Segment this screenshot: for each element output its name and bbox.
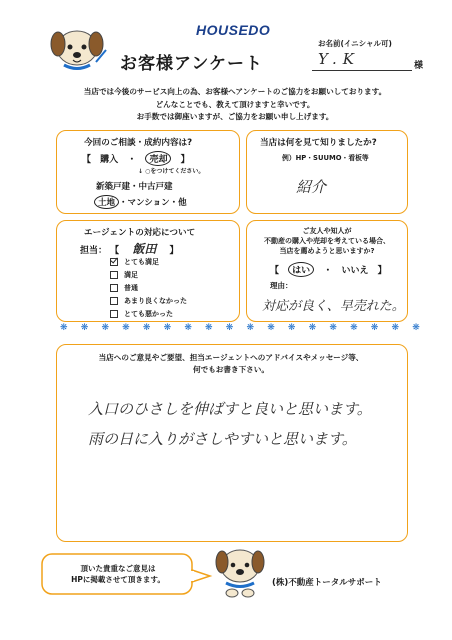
paw-icon: ❋ (412, 323, 420, 333)
paw-icon: ❋ (267, 323, 275, 333)
q1-option-sell[interactable]: 売却 (145, 151, 171, 166)
q2-subtitle: 例）HP・SUUMO・看板等 (282, 154, 369, 162)
paw-divider (60, 323, 420, 333)
name-underline (312, 70, 412, 71)
q4-option-yes[interactable]: はい (288, 262, 314, 277)
checkbox-icon[interactable] (110, 271, 118, 279)
q3-title: エージェントの対応について (84, 228, 196, 238)
q3-option-2[interactable]: 満足 (110, 270, 138, 280)
q3-option-5[interactable]: とても悪かった (110, 309, 173, 319)
brand-logo: HOUSEDO (196, 22, 271, 38)
paw-icon: ❋ (225, 323, 234, 333)
q4-reason-label: 理由： (270, 281, 293, 290)
arrow-down-icon: ↓ (138, 168, 144, 175)
footer-message: 頂いた貴重なご意見は HPに掲載させて頂きます。 (71, 564, 165, 584)
paw-icon: ❋ (80, 323, 89, 333)
q4-title: ご友人や知人が 不動産の購入や売却を考えている場合、 当店を薦めようと思いますか? (264, 227, 390, 255)
q1-row-3: 土地 ・マンション・他 (94, 195, 187, 209)
paw-icon: ❋ (184, 323, 192, 333)
q1-note: ↓ ○をつけてください。 (138, 168, 205, 175)
paw-icon: ❋ (391, 323, 400, 333)
paw-icon: ❋ (142, 323, 151, 333)
paw-icon: ❋ (370, 323, 379, 333)
paw-icon: ❋ (101, 323, 109, 333)
intro-line-3: お手数では御座いますが、ご協力をお願い申し上げます。 (136, 112, 334, 121)
q1-bracket-close: 】 (180, 155, 190, 165)
q5-title: 当店へのご意見やご要望、担当エージェントへのアドバイスやメッセージ等、 何でもお書き下さい。 (98, 353, 364, 374)
paw-icon: ❋ (308, 323, 317, 333)
q1-option-buy[interactable]: 購入 (100, 155, 119, 165)
paw-icon: ❋ (205, 323, 213, 333)
checkbox-icon[interactable] (110, 297, 118, 305)
agent-name: 飯田 (132, 242, 157, 256)
page-title: お客様アンケート (120, 54, 263, 74)
q3-option-4[interactable]: あまり良くなかった (110, 296, 187, 306)
q5-answer-line-1: 入口のひさしを伸ばすと良いと思います。 (88, 400, 372, 418)
name-value: Y.K (318, 50, 360, 68)
paw-icon: ❋ (163, 323, 172, 333)
paw-icon: ❋ (287, 323, 296, 333)
name-label: お名前(イニシャル可) (318, 39, 392, 48)
checkbox-icon[interactable] (110, 310, 118, 318)
q1-option-land[interactable]: 土地 (94, 195, 119, 209)
company-name: (株)不動産トータルサポート (272, 578, 382, 588)
paw-icon: ❋ (122, 323, 130, 333)
q4-option-no[interactable]: いいえ (341, 266, 369, 276)
intro-text (60, 86, 410, 124)
q1-dot: ・ (127, 155, 137, 165)
q5-answer-line-2: 雨の日に入りがさしやすいと思います。 (88, 430, 357, 448)
q4-reason-answer: 対応が良く、早売れた。 (262, 299, 405, 314)
dog-mascot-icon (46, 20, 108, 76)
q4-options-row: 【 はい ・ いいえ 】 (270, 262, 387, 277)
paw-icon: ❋ (350, 323, 358, 333)
dog-mascot-icon (210, 540, 270, 600)
q1-bracket-open: 【 (82, 155, 92, 165)
q2-title: 当店は何を見て知りましたか? (260, 138, 377, 148)
q1-title: 今回のご相談・成約内容は? (84, 138, 193, 148)
q1-row-2: 新築戸建・中古戸建 (96, 182, 173, 192)
q3-option-1[interactable]: とても満足 (110, 257, 159, 267)
checkbox-icon[interactable] (110, 284, 118, 292)
paw-icon: ❋ (246, 323, 255, 333)
q3-agent-row: 担当： 【 飯田 】 (80, 242, 179, 256)
q3-option-3[interactable]: 普通 (110, 283, 138, 293)
q2-answer: 紹介 (296, 178, 327, 196)
paw-icon: ❋ (60, 323, 68, 333)
paw-icon: ❋ (329, 323, 337, 333)
checkbox-checked-icon[interactable] (110, 258, 118, 266)
name-suffix: 様 (414, 61, 424, 71)
q1-options-row (82, 151, 190, 166)
intro-line-1: 当店では今後のサービス向上の為、お客様へアンケートのご協力をお願いしております。 (83, 87, 387, 96)
intro-line-2: どんなことでも、教えて頂けますと幸いです。 (155, 99, 315, 109)
